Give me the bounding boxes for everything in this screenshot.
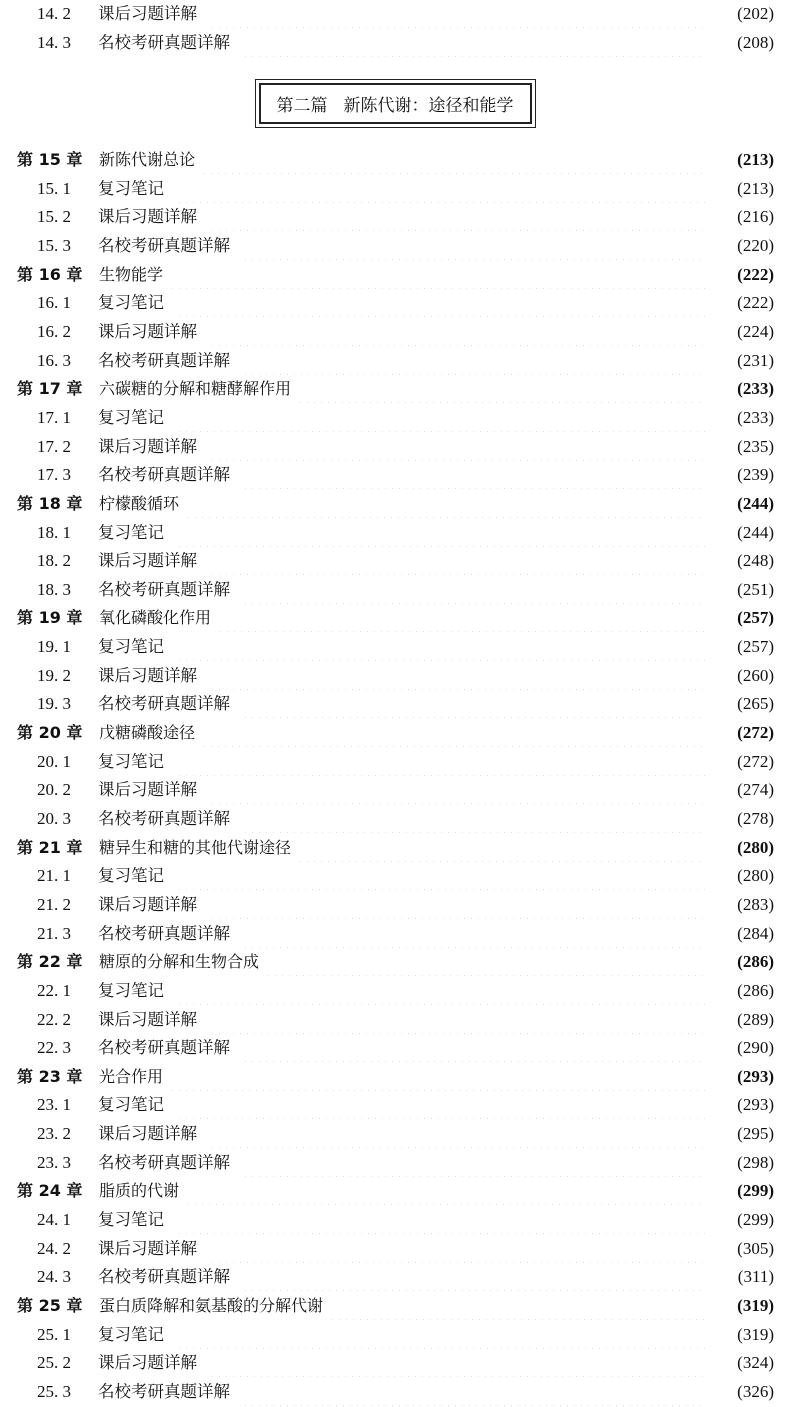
section-number: 23. 2	[37, 1124, 71, 1144]
section-title: 课后习题详解	[98, 1009, 197, 1029]
section-number: 15. 1	[37, 178, 71, 198]
dot-leader	[169, 1063, 706, 1091]
section-number: 23. 3	[37, 1152, 71, 1172]
page-number: (286)	[737, 952, 774, 972]
page-number: (239)	[737, 465, 774, 485]
toc-section-row[interactable]	[0, 232, 790, 260]
toc-section-row[interactable]	[0, 433, 790, 461]
dot-leader	[242, 805, 706, 833]
page-number: (260)	[737, 665, 774, 685]
toc-section-row[interactable]	[0, 519, 790, 547]
section-number: 21. 3	[37, 923, 71, 943]
dot-leader	[242, 1149, 706, 1177]
dot-leader	[176, 404, 706, 432]
section-number: 14. 3	[37, 33, 71, 52]
section-title: 名校考研真题详解	[98, 1038, 230, 1058]
page-number: (305)	[737, 1238, 774, 1258]
page-number: (233)	[737, 379, 774, 399]
section-number: 21. 2	[37, 894, 71, 914]
dot-leader	[297, 375, 706, 403]
section-title: 名校考研真题详解	[98, 235, 230, 255]
dot-leader	[209, 662, 706, 690]
section-number: 18. 3	[37, 579, 71, 599]
toc-section-row[interactable]	[0, 1378, 790, 1406]
page-number: (289)	[737, 1009, 774, 1029]
chapter-number: 第 22 章	[17, 952, 83, 972]
chapter-number: 第 20 章	[17, 723, 83, 742]
section-number: 17. 2	[37, 436, 71, 456]
section-title: 复习笔记	[98, 407, 164, 427]
toc-section-row[interactable]	[0, 1206, 790, 1234]
section-number: 16. 2	[37, 321, 71, 341]
page-number: (224)	[737, 321, 774, 341]
page-number: (324)	[737, 1353, 774, 1373]
chapter-title: 六碳糖的分解和糖酵解作用	[99, 379, 292, 399]
toc-chapter-row[interactable]	[0, 1177, 790, 1205]
section-number: 18. 1	[37, 522, 71, 542]
page-number: (244)	[737, 522, 774, 542]
chapter-number: 第 23 章	[17, 1066, 83, 1086]
dot-leader	[209, 776, 706, 804]
section-title: 复习笔记	[98, 751, 164, 771]
dot-leader	[176, 1206, 706, 1234]
section-title: 复习笔记	[98, 1095, 164, 1115]
toc-section-row[interactable]	[0, 690, 790, 718]
section-number: 22. 1	[37, 980, 71, 1000]
chapter-number: 第 18 章	[17, 493, 83, 513]
page-number: (265)	[737, 694, 774, 714]
toc-section-row[interactable]	[0, 1120, 790, 1148]
page-number: (280)	[737, 866, 774, 886]
section-number: 19. 2	[37, 665, 71, 685]
section-number: 25. 3	[37, 1382, 71, 1401]
section-title: 课后习题详解	[98, 551, 197, 571]
toc-section-row[interactable]	[0, 920, 790, 948]
dot-leader	[209, 547, 706, 575]
section-number: 20. 3	[37, 808, 71, 828]
section-number: 25. 1	[37, 1324, 71, 1344]
toc-section-row[interactable]	[0, 404, 790, 432]
section-title: 课后习题详解	[98, 1124, 197, 1144]
toc-section-row[interactable]	[0, 633, 790, 661]
dot-leader	[217, 604, 706, 632]
page-number: (293)	[737, 1095, 774, 1115]
chapter-title: 脂质的代谢	[99, 1181, 180, 1201]
section-number: 20. 1	[37, 751, 71, 771]
dot-leader	[169, 261, 706, 289]
dot-leader	[242, 920, 706, 948]
page-number: (283)	[737, 894, 774, 914]
section-number: 23. 1	[37, 1095, 71, 1115]
chapter-number: 第 24 章	[17, 1181, 83, 1201]
dot-leader	[201, 146, 706, 174]
toc-section-row[interactable]	[0, 461, 790, 489]
dot-leader	[209, 1006, 706, 1034]
dot-leader	[242, 461, 706, 489]
section-title: 课后习题详解	[98, 1238, 197, 1258]
section-title: 名校考研真题详解	[98, 33, 230, 52]
page-number: (222)	[737, 264, 774, 284]
page-number: (202)	[737, 4, 774, 23]
page-number: (244)	[737, 493, 774, 513]
chapter-title: 光合作用	[99, 1066, 164, 1086]
page-number: (231)	[737, 350, 774, 370]
dot-leader	[201, 719, 706, 747]
section-number: 22. 3	[37, 1038, 71, 1058]
chapter-number: 第 19 章	[17, 608, 83, 628]
dot-leader	[176, 519, 706, 547]
section-number: 22. 2	[37, 1009, 71, 1029]
toc-section-row[interactable]	[0, 1235, 790, 1263]
page-number: (220)	[737, 235, 774, 255]
page-number: (272)	[737, 751, 774, 771]
section-title: 课后习题详解	[98, 780, 197, 800]
section-number: 16. 1	[37, 293, 71, 313]
toc-chapter-row[interactable]	[0, 1063, 790, 1091]
toc-chapter-row[interactable]	[0, 604, 790, 632]
page-number: (298)	[737, 1152, 774, 1172]
section-title: 名校考研真题详解	[98, 694, 230, 714]
page-number: (235)	[737, 436, 774, 456]
section-title: 名校考研真题详解	[98, 579, 230, 599]
dot-leader	[242, 232, 706, 260]
dot-leader	[242, 347, 706, 375]
section-title: 名校考研真题详解	[98, 465, 230, 485]
part-banner	[0, 80, 790, 126]
page-number: (299)	[737, 1181, 774, 1201]
toc-chapter-row[interactable]	[0, 146, 790, 174]
toc-section-row[interactable]	[0, 776, 790, 804]
dot-leader	[176, 748, 706, 776]
toc-section-row[interactable]	[0, 662, 790, 690]
toc-section-row[interactable]	[0, 175, 790, 203]
section-title: 名校考研真题详解	[98, 350, 230, 370]
section-title: 课后习题详解	[98, 665, 197, 685]
part-label: 第二篇	[276, 95, 328, 116]
page-number: (222)	[737, 293, 774, 313]
page-number: (290)	[737, 1038, 774, 1058]
page-number: (213)	[737, 150, 774, 169]
toc-section-row[interactable]	[0, 977, 790, 1005]
dot-leader	[185, 1177, 706, 1205]
dot-leader	[242, 29, 706, 57]
part-banner-frame	[259, 83, 532, 124]
dot-leader	[176, 977, 706, 1005]
section-title: 名校考研真题详解	[98, 1152, 230, 1172]
section-number: 17. 3	[37, 465, 71, 485]
section-title: 复习笔记	[98, 522, 164, 542]
dot-leader	[265, 948, 706, 976]
section-number: 19. 1	[37, 637, 71, 656]
section-title: 课后习题详解	[98, 1353, 197, 1373]
chapter-title: 糖异生和糖的其他代谢途径	[99, 837, 292, 857]
section-title: 课后习题详解	[98, 207, 197, 227]
section-title: 复习笔记	[98, 637, 164, 656]
chapter-number: 第 16 章	[17, 264, 83, 284]
toc-section-row[interactable]	[0, 318, 790, 346]
dot-leader	[242, 1263, 706, 1291]
page-number: (248)	[737, 551, 774, 571]
toc-section-row[interactable]	[0, 1263, 790, 1291]
part-title: 新陈代谢：途径和能学	[343, 95, 514, 116]
chapter-number: 第 17 章	[17, 379, 83, 399]
dot-leader	[242, 1034, 706, 1062]
section-number: 17. 1	[37, 407, 71, 427]
section-title: 课后习题详解	[98, 4, 197, 23]
dot-leader	[209, 1120, 706, 1148]
page-number: (251)	[737, 579, 774, 599]
dot-leader	[242, 1378, 706, 1406]
toc-section-row[interactable]	[0, 0, 790, 28]
section-title: 复习笔记	[98, 1324, 164, 1344]
page-number: (274)	[737, 780, 774, 800]
page-number: (278)	[737, 808, 774, 828]
section-number: 18. 2	[37, 551, 71, 571]
toc-section-row[interactable]	[0, 1349, 790, 1377]
chapter-number: 第 15 章	[17, 150, 83, 169]
toc-section-row[interactable]	[0, 1149, 790, 1177]
page-number: (299)	[737, 1210, 774, 1229]
section-number: 15. 3	[37, 235, 71, 255]
section-number: 24. 3	[37, 1267, 71, 1287]
page-number: (216)	[737, 207, 774, 227]
dot-leader	[209, 318, 706, 346]
section-title: 课后习题详解	[98, 321, 197, 341]
chapter-title: 新陈代谢总论	[99, 150, 196, 169]
section-title: 复习笔记	[98, 178, 164, 198]
toc-section-row[interactable]	[0, 29, 790, 57]
dot-leader	[242, 576, 706, 604]
chapter-number: 第 21 章	[17, 837, 83, 857]
section-title: 课后习题详解	[98, 894, 197, 914]
chapter-title: 蛋白质降解和氨基酸的分解代谢	[99, 1296, 324, 1315]
section-title: 复习笔记	[98, 866, 164, 886]
section-title: 课后习题详解	[98, 436, 197, 456]
section-number: 15. 2	[37, 207, 71, 227]
page-number: (257)	[737, 637, 774, 656]
toc-chapter-row[interactable]	[0, 834, 790, 862]
page-number: (284)	[737, 923, 774, 943]
section-number: 19. 3	[37, 694, 71, 714]
section-title: 名校考研真题详解	[98, 1382, 230, 1401]
chapter-title: 戊糖磷酸途径	[99, 723, 196, 742]
toc-section-row[interactable]	[0, 862, 790, 890]
dot-leader	[242, 690, 706, 718]
toc-section-row[interactable]	[0, 1034, 790, 1062]
page-number: (293)	[737, 1066, 774, 1086]
section-title: 名校考研真题详解	[98, 808, 230, 828]
section-title: 名校考研真题详解	[98, 1267, 230, 1287]
section-number: 16. 3	[37, 350, 71, 370]
toc-section-row[interactable]	[0, 1006, 790, 1034]
toc-section-row[interactable]	[0, 891, 790, 919]
page-number: (311)	[737, 1267, 774, 1287]
section-number: 21. 1	[37, 866, 71, 886]
toc-chapter-row[interactable]	[0, 490, 790, 518]
dot-leader	[329, 1292, 706, 1320]
section-title: 复习笔记	[98, 980, 164, 1000]
toc-section-row[interactable]	[0, 1321, 790, 1349]
chapter-number: 第 25 章	[17, 1296, 83, 1315]
dot-leader	[176, 633, 706, 661]
chapter-title: 生物能学	[99, 264, 164, 284]
section-number: 25. 2	[37, 1353, 71, 1373]
page-number: (208)	[737, 33, 774, 52]
dot-leader	[297, 834, 706, 862]
toc-chapter-row[interactable]	[0, 719, 790, 747]
dot-leader	[209, 433, 706, 461]
page-number: (213)	[737, 178, 774, 198]
chapter-title: 柠檬酸循环	[99, 493, 180, 513]
section-number: 20. 2	[37, 780, 71, 800]
section-title: 名校考研真题详解	[98, 923, 230, 943]
toc-chapter-row[interactable]	[0, 375, 790, 403]
dot-leader	[176, 289, 706, 317]
dot-leader	[176, 1321, 706, 1349]
dot-leader	[209, 203, 706, 231]
dot-leader	[209, 1349, 706, 1377]
page-number: (233)	[737, 407, 774, 427]
toc-section-row[interactable]	[0, 203, 790, 231]
dot-leader	[209, 891, 706, 919]
dot-leader	[209, 0, 706, 28]
section-number: 14. 2	[37, 4, 71, 23]
page-number: (280)	[737, 837, 774, 857]
dot-leader	[209, 1235, 706, 1263]
page-number: (272)	[737, 723, 774, 742]
toc-section-row[interactable]	[0, 576, 790, 604]
chapter-title: 氧化磷酸化作用	[99, 608, 212, 628]
dot-leader	[176, 862, 706, 890]
toc-chapter-row[interactable]	[0, 1292, 790, 1320]
toc-section-row[interactable]	[0, 289, 790, 317]
toc-section-row[interactable]	[0, 547, 790, 575]
section-number: 24. 2	[37, 1238, 71, 1258]
page-number: (295)	[737, 1124, 774, 1144]
chapter-title: 糖原的分解和生物合成	[99, 952, 260, 972]
toc-chapter-row[interactable]	[0, 948, 790, 976]
dot-leader	[185, 490, 706, 518]
toc-section-row[interactable]	[0, 347, 790, 375]
page-number: (286)	[737, 980, 774, 1000]
section-title: 复习笔记	[98, 1210, 164, 1229]
page-number: (319)	[737, 1296, 774, 1315]
toc-section-row[interactable]	[0, 748, 790, 776]
toc-chapter-row[interactable]	[0, 261, 790, 289]
dot-leader	[176, 1091, 706, 1119]
toc-section-row[interactable]	[0, 805, 790, 833]
section-title: 复习笔记	[98, 293, 164, 313]
toc-section-row[interactable]	[0, 1091, 790, 1119]
page-number: (319)	[737, 1324, 774, 1344]
page-number: (326)	[737, 1382, 774, 1401]
dot-leader	[176, 175, 706, 203]
page-number: (257)	[737, 608, 774, 628]
section-number: 24. 1	[37, 1210, 71, 1229]
